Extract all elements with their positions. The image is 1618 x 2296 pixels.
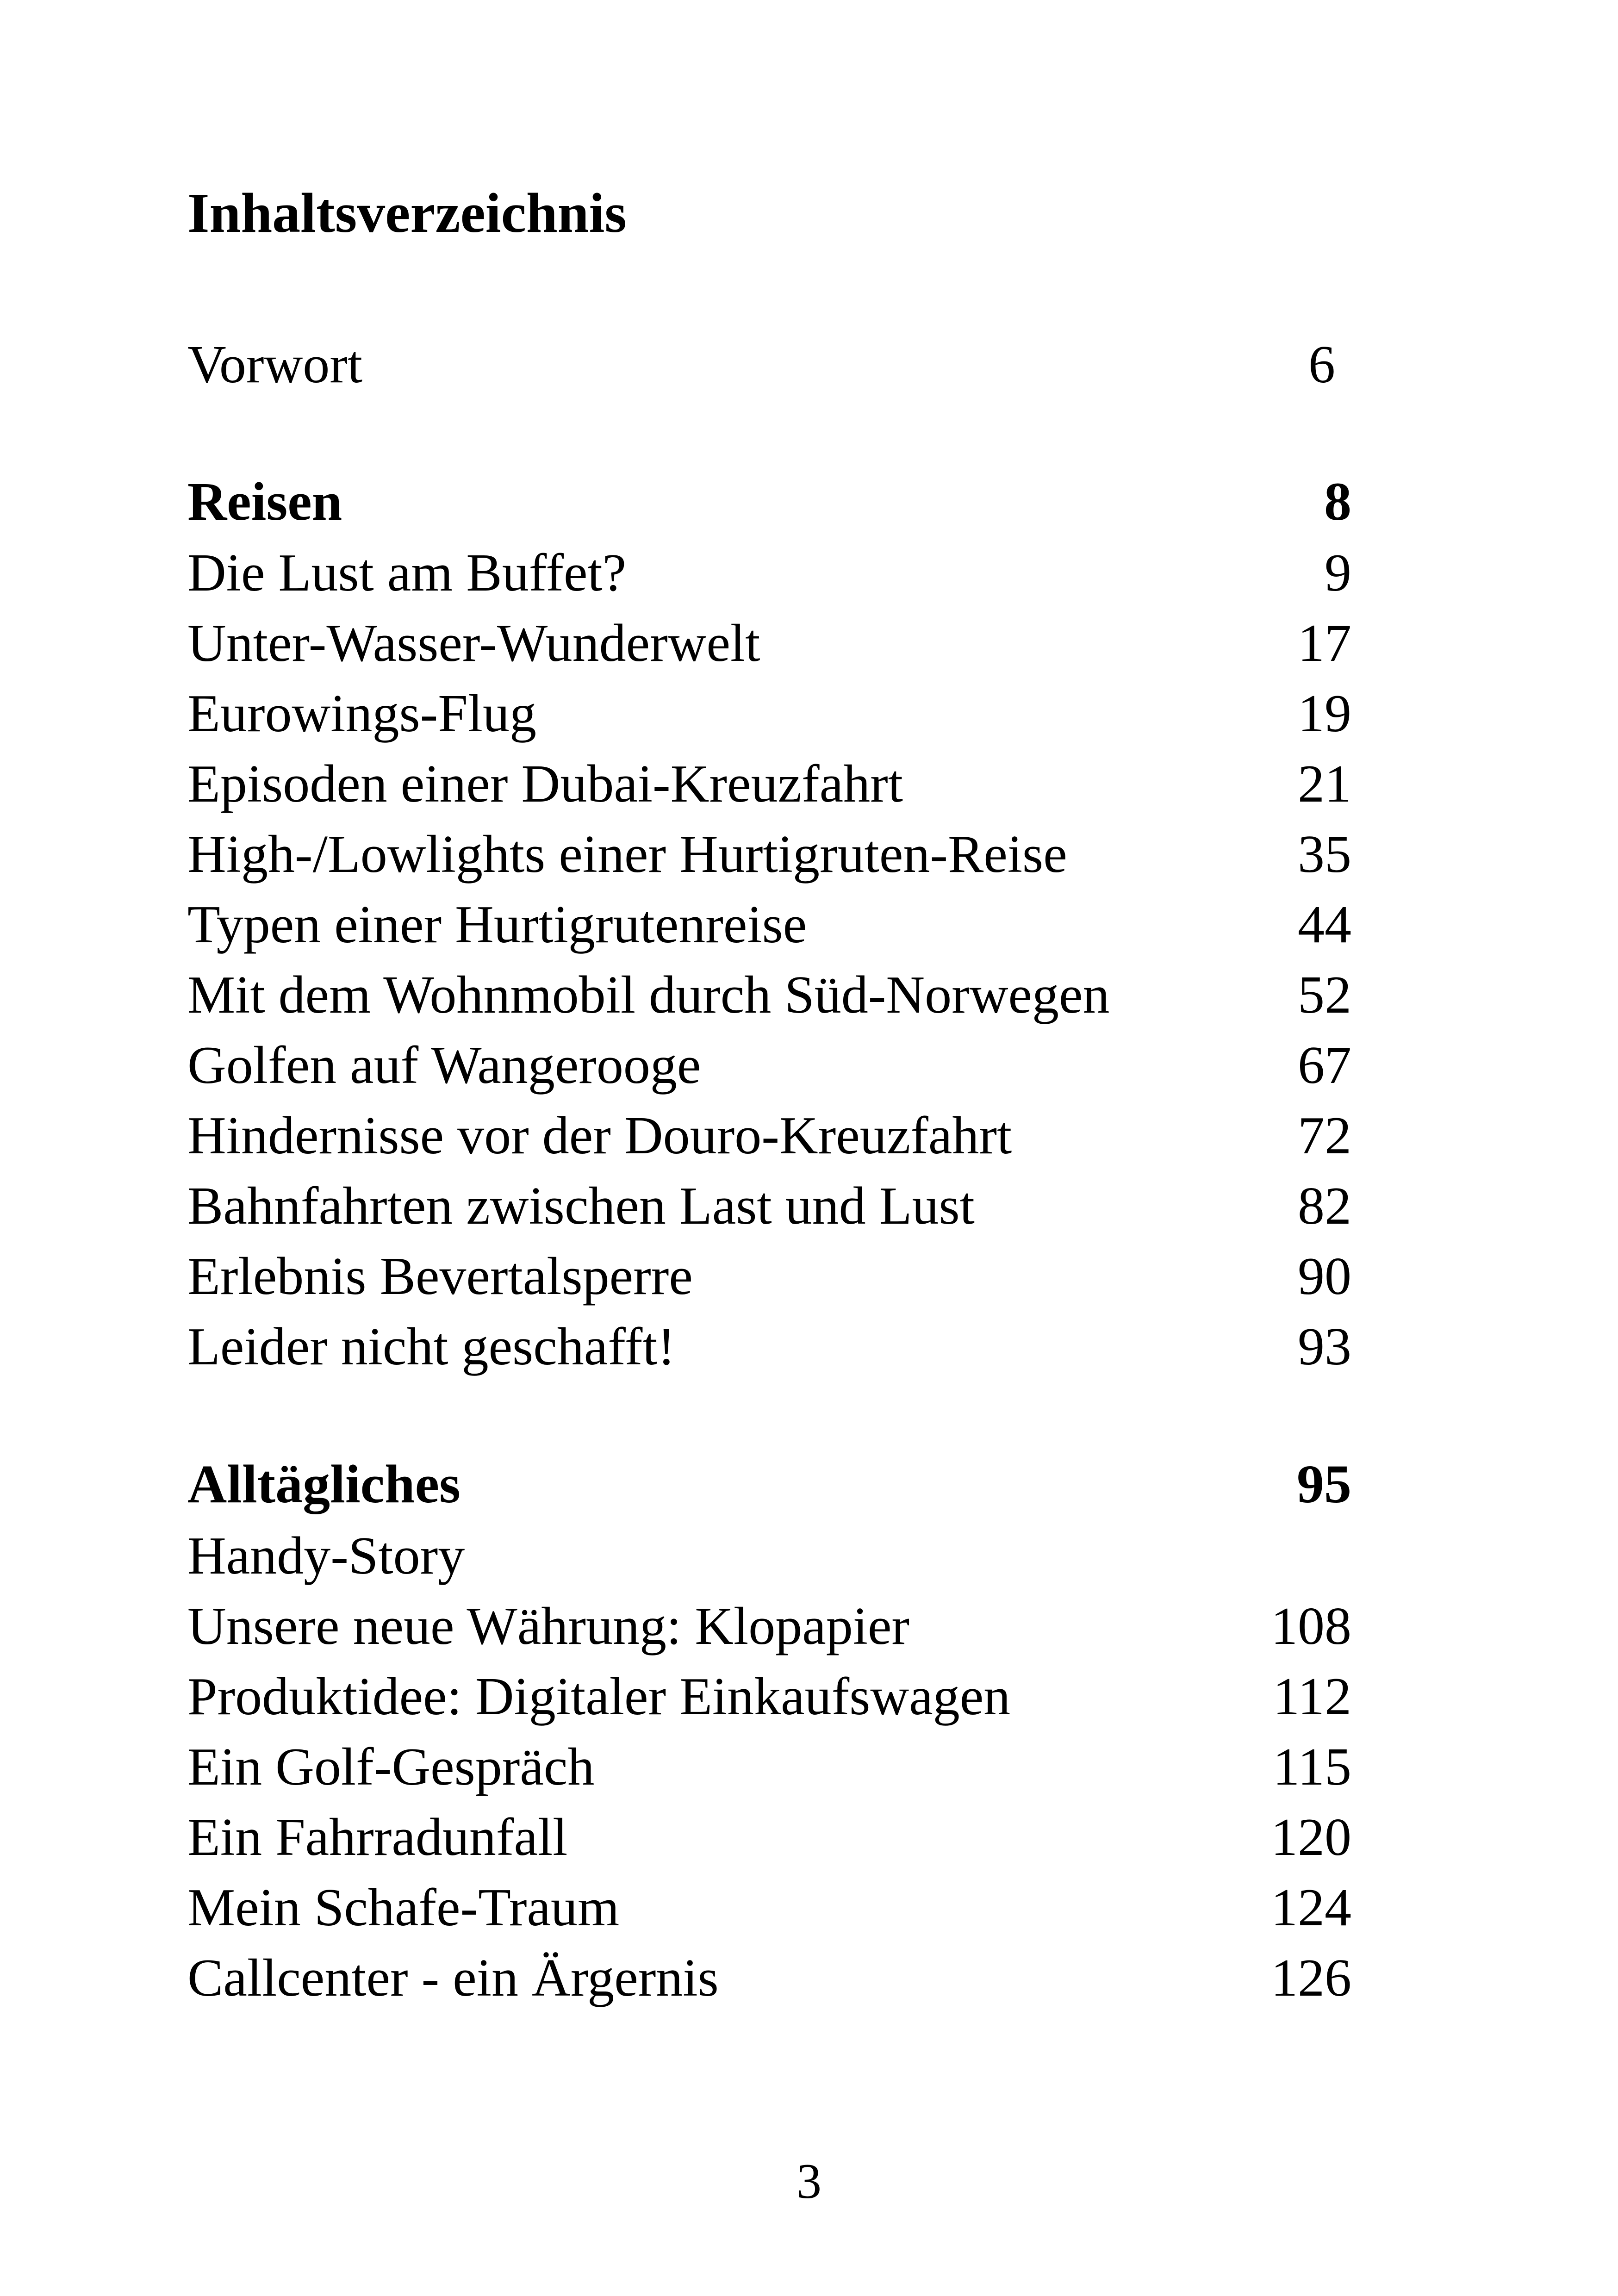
toc-entry: [187, 1526, 1351, 1589]
toc-entry-label: Mein Schafe-Traum: [187, 1878, 620, 1937]
toc-entry: [187, 1247, 1351, 1310]
toc-entry-label: Produktidee: Digitaler Einkaufswagen: [187, 1667, 1011, 1726]
toc-entry-vorwort: [187, 335, 1351, 398]
toc-entry: [187, 684, 1351, 747]
toc-entry: [187, 1808, 1351, 1871]
toc-entry: [187, 1737, 1351, 1800]
toc-entry-label: High-/Lowlights einer Hurtigruten-Reise: [187, 825, 1067, 884]
toc-entry: [187, 1036, 1351, 1099]
toc-entry-page: 108: [1271, 1597, 1351, 1656]
toc-section-label: Alltägliches: [187, 1454, 461, 1514]
toc-entry-page: 67: [1298, 1036, 1351, 1095]
toc-entry-label: Unsere neue Währung: Klopapier: [187, 1597, 910, 1656]
toc-entry: [187, 895, 1351, 958]
toc-entry-label: Golfen auf Wangerooge: [187, 1036, 701, 1095]
toc-entry-label: Episoden einer Dubai-Kreuzfahrt: [187, 754, 903, 814]
toc-entry-page: 82: [1298, 1176, 1351, 1236]
page-number: 3: [797, 2154, 821, 2209]
toc-entry-label: Typen einer Hurtigrutenreise: [187, 895, 807, 954]
toc-section-page: 8: [1324, 471, 1351, 532]
toc-entry: [187, 1878, 1351, 1941]
toc-entry-page: 124: [1271, 1878, 1351, 1937]
toc-entry: [187, 1317, 1351, 1380]
toc-entry-page: 52: [1298, 965, 1351, 1025]
toc-entry-label: Unter-Wasser-Wunderwelt: [187, 614, 760, 673]
toc-entry-page: 35: [1298, 825, 1351, 884]
toc-entry-label: Erlebnis Bevertalsperre: [187, 1247, 693, 1306]
toc-entry-label: Ein Golf-Gespräch: [187, 1737, 595, 1797]
toc-entry-label: Leider nicht geschafft!: [187, 1317, 676, 1376]
toc-entry-page: 112: [1273, 1667, 1351, 1726]
toc-section-heading-alltaegliches: [187, 1454, 1351, 1517]
toc-entry-label: Handy-Story: [187, 1526, 465, 1586]
toc-entry: [187, 965, 1351, 1028]
toc-entry: [187, 1599, 1351, 1660]
toc-entry-label: Hindernisse vor der Douro-Kreuzfahrt: [187, 1106, 1012, 1165]
toc-entry-label: Bahnfahrten zwischen Last und Lust: [187, 1176, 975, 1236]
toc-entry-page: 90: [1298, 1247, 1351, 1306]
toc-entry-page: 17: [1298, 614, 1351, 673]
toc-entry-label: Mit dem Wohnmobil durch Süd-Norwegen: [187, 965, 1110, 1025]
toc-entry-label: Vorwort: [187, 335, 363, 394]
toc-entry-label: Eurowings-Flug: [187, 684, 536, 743]
toc-entry-label: Die Lust am Buffet?: [187, 543, 627, 603]
toc-section-page: 95: [1297, 1454, 1351, 1514]
toc-entry-page: 126: [1271, 1948, 1351, 2008]
toc-entry: [187, 616, 1351, 677]
toc-section-heading-reisen: [187, 471, 1351, 535]
toc-entry: [187, 1176, 1351, 1239]
toc-entry-page: 44: [1298, 895, 1351, 954]
toc-entry: [187, 1667, 1351, 1730]
toc-entry-page: 115: [1273, 1737, 1351, 1797]
toc-entry-page: 72: [1298, 1106, 1351, 1165]
toc-entry: [187, 1948, 1351, 2011]
toc-entry: [187, 543, 1351, 606]
page-title: Inhaltsverzeichnis: [187, 182, 627, 244]
toc-section-label: Reisen: [187, 471, 342, 532]
toc-entry-page: 21: [1298, 754, 1351, 814]
toc-entry-page: 6: [1308, 335, 1335, 394]
toc-entry-label: Callcenter - ein Ärgernis: [187, 1948, 719, 2008]
toc-entry-page: 9: [1325, 543, 1351, 603]
toc-entry: [187, 1106, 1351, 1169]
toc-entry-page: 93: [1298, 1317, 1351, 1376]
toc-entry-page: 120: [1271, 1808, 1351, 1867]
toc-entry: [187, 825, 1351, 888]
toc-entry-label: Ein Fahrradunfall: [187, 1808, 568, 1867]
toc-entry: [187, 754, 1351, 817]
toc-entry-page: 19: [1298, 684, 1351, 743]
